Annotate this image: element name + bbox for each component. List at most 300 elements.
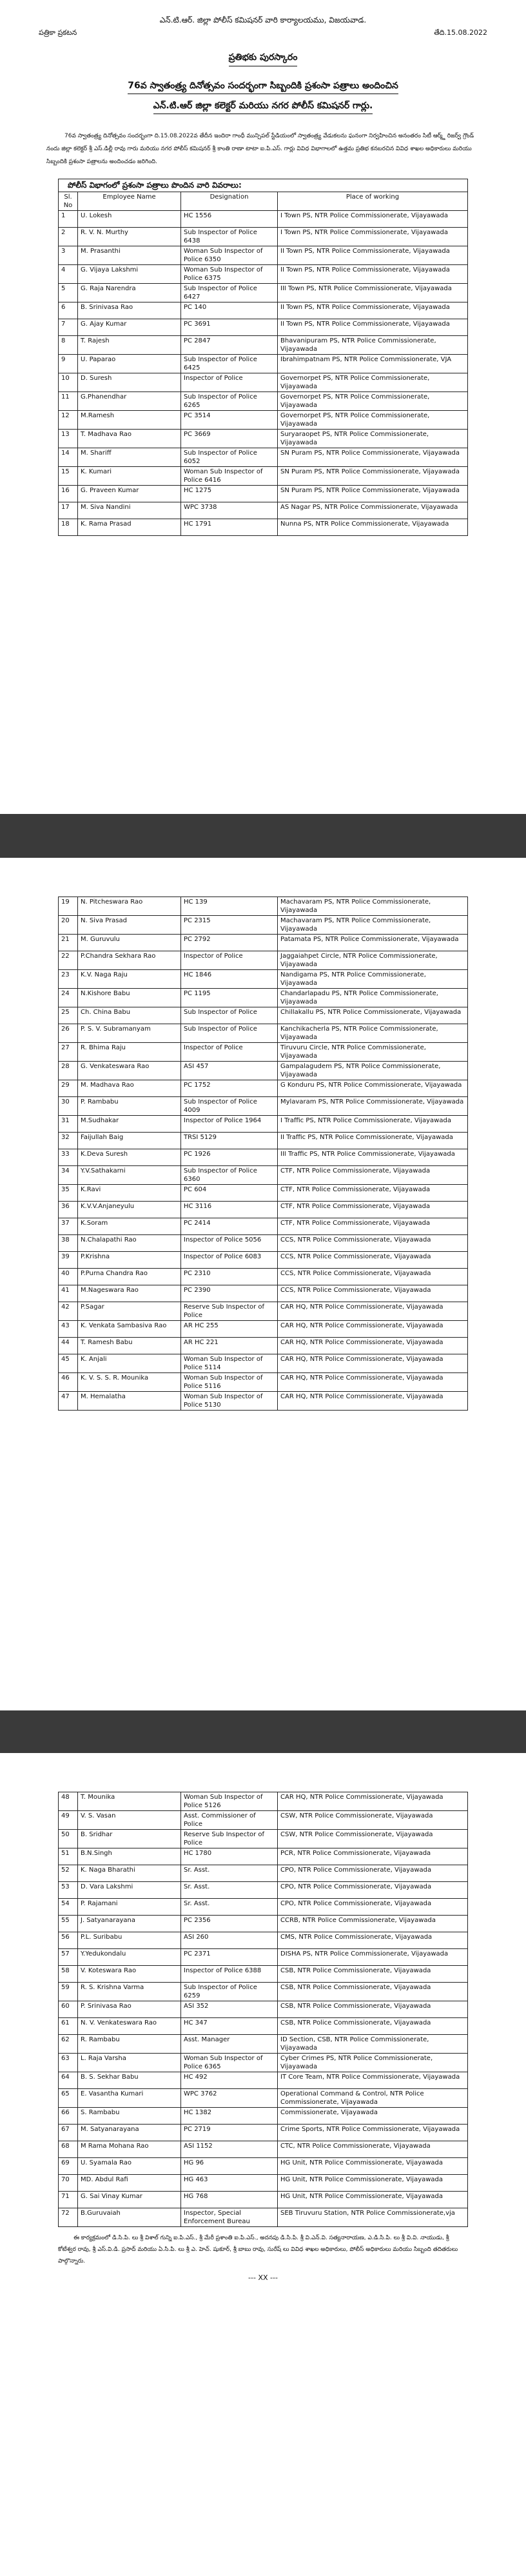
cell-employee-name: K. Naga Bharathi [78,1865,181,1882]
cell-sl-no: 8 [59,336,78,355]
table-row [59,373,468,392]
cell-sl-no: 11 [59,392,78,411]
cell-employee-name: S. Rambabu [78,2108,181,2125]
table-row [59,2125,468,2141]
cell-employee-name: P. S. V. Subramanyam [78,1024,181,1043]
cell-place-of-working: SN Puram PS, NTR Police Commissionerate, Vijayawada [278,448,468,467]
cell-employee-name: G. Venkateswara Rao [78,1062,181,1080]
cell-sl-no: 17 [59,502,78,519]
table-row [59,916,468,935]
table-row [59,2072,468,2089]
cell-employee-name: M.Sudhakar [78,1116,181,1133]
cell-designation: AR HC 221 [181,1338,278,1354]
cell-sl-no: 67 [59,2125,78,2141]
cell-designation: Woman Sub Inspector of Police 6375 [181,265,278,284]
title-block [0,50,526,114]
table-row [59,1830,468,1848]
table-row [59,1080,468,1097]
cell-sl-no: 72 [59,2208,78,2227]
cell-sl-no: 69 [59,2158,78,2175]
cell-employee-name: M. Siva Nandini [78,502,181,519]
cell-place-of-working: CTF, NTR Police Commissionerate, Vijayawada [278,1218,468,1235]
cell-employee-name: K.V. Naga Raju [78,970,181,989]
table-row [59,1218,468,1235]
cell-designation: HC 1780 [181,1848,278,1865]
cell-place-of-working: Nunna PS, NTR Police Commissionerate, Vijayawada [278,519,468,536]
cell-employee-name: M. Shariff [78,448,181,467]
cell-designation: Sub Inspector of Police 6259 [181,1983,278,2001]
table-row [59,1983,468,2001]
table-row [59,1133,468,1149]
cell-sl-no: 54 [59,1899,78,1916]
cell-place-of-working: CSB, NTR Police Commissionerate, Vijayawada [278,2018,468,2035]
cell-employee-name: D. Suresh [78,373,181,392]
awardees-table-part-1 [58,179,468,536]
cell-employee-name: G. Vijaya Lakshmi [78,265,181,284]
cell-sl-no: 31 [59,1116,78,1133]
cell-employee-name: N. Pitcheswara Rao [78,897,181,916]
cell-designation: ASI 260 [181,1932,278,1949]
cell-employee-name: M. Prasanthi [78,246,181,265]
table-row [59,970,468,989]
cell-place-of-working: CSB, NTR Police Commissionerate, Vijayawada [278,1966,468,1983]
table-row [59,1024,468,1043]
cell-place-of-working: CSW, NTR Police Commissionerate, Vijayawada [278,1811,468,1830]
cell-place-of-working: DISHA PS, NTR Police Commissionerate, Vijayawada [278,1949,468,1966]
cell-designation: TRSI 5129 [181,1133,278,1149]
table-row [59,355,468,373]
cell-employee-name: R. V. N. Murthy [78,228,181,246]
table-row [59,2158,468,2175]
cell-employee-name: MD. Abdul Rafi [78,2175,181,2192]
table-row [59,897,468,916]
cell-designation: Inspector of Police 6083 [181,1252,278,1269]
cell-designation: PC 2719 [181,2125,278,2141]
cell-designation: Sub Inspector of Police [181,1024,278,1043]
cell-place-of-working: CAR HQ, NTR Police Commissionerate, Vijayawada [278,1392,468,1411]
cell-employee-name: K. Kumari [78,467,181,486]
cell-designation: PC 2847 [181,336,278,355]
cell-designation: AR HC 255 [181,1321,278,1338]
cell-place-of-working: Ibrahimpatnam PS, NTR Police Commissionerate, VJA [278,355,468,373]
cell-designation: Woman Sub Inspector of Police 5130 [181,1392,278,1411]
subtitle-line-1: 76వ స్వాతంత్ర్య దినోత్సవం సందర్భంగా సిబ్బందికి ప్రశంసా పత్రాలు అందించిన [128,81,398,94]
cell-designation: Sub Inspector of Police 6438 [181,228,278,246]
cell-sl-no: 23 [59,970,78,989]
cell-sl-no: 12 [59,411,78,430]
cell-sl-no: 35 [59,1185,78,1202]
table-row [59,1302,468,1321]
cell-sl-no: 52 [59,1865,78,1882]
cell-place-of-working: HG Unit, NTR Police Commissionerate, Vijayawada [278,2175,468,2192]
cell-place-of-working: CTF, NTR Police Commissionerate, Vijayawada [278,1202,468,1218]
table-row [59,2054,468,2072]
cell-place-of-working: Governorpet PS, NTR Police Commissionerate, Vijayawada [278,373,468,392]
cell-sl-no: 2 [59,228,78,246]
table-row [59,502,468,519]
table-row [59,1392,468,1411]
table-row [59,1149,468,1166]
cell-sl-no: 45 [59,1354,78,1373]
cell-employee-name: G. Sai Vinay Kumar [78,2192,181,2208]
table-row [59,1865,468,1882]
cell-designation: HC 1382 [181,2108,278,2125]
table-row [59,1811,468,1830]
cell-employee-name: K. Anjali [78,1354,181,1373]
cell-designation: PC 3669 [181,430,278,448]
table-row [59,1966,468,1983]
cell-sl-no: 49 [59,1811,78,1830]
cell-sl-no: 38 [59,1235,78,1252]
cell-employee-name: L. Raja Varsha [78,2054,181,2072]
cell-designation: Woman Sub Inspector of Police 6365 [181,2054,278,2072]
table-row [59,430,468,448]
table-row [59,519,468,536]
cell-employee-name: M. Hemalatha [78,1392,181,1411]
cell-sl-no: 28 [59,1062,78,1080]
cell-sl-no: 43 [59,1321,78,1338]
cell-sl-no: 56 [59,1932,78,1949]
table-row [59,1882,468,1899]
cell-sl-no: 65 [59,2089,78,2108]
cell-employee-name: T. Rajesh [78,336,181,355]
cell-place-of-working: AS Nagar PS, NTR Police Commissionerate, Vijayawada [278,502,468,519]
cell-place-of-working: CTC, NTR Police Commissionerate, Vijayawada [278,2141,468,2158]
cell-designation: WPC 3738 [181,502,278,519]
table-row [59,1116,468,1133]
cell-sl-no: 4 [59,265,78,284]
cell-sl-no: 42 [59,1302,78,1321]
cell-place-of-working: CAR HQ, NTR Police Commissionerate, Vijayawada [278,1321,468,1338]
cell-place-of-working: CAR HQ, NTR Police Commissionerate, Vijayawada [278,1338,468,1354]
cell-designation: HC 1556 [181,211,278,228]
cell-sl-no: 50 [59,1830,78,1848]
table-section-2 [58,858,468,1411]
cell-designation: Woman Sub Inspector of Police 5126 [181,1792,278,1811]
cell-designation: PC 2315 [181,916,278,935]
cell-sl-no: 26 [59,1024,78,1043]
subtitle-line-2: ఎన్.టి.ఆర్ జిల్లా కలెక్టర్ మరియు నగర పోలీస్ కమిషనర్ గార్లు. [153,101,373,114]
cell-designation: HC 139 [181,897,278,916]
cell-place-of-working: IT Core Team, NTR Police Commissionerate, Vijayawada [278,2072,468,2089]
table-row [59,2018,468,2035]
cell-designation: Inspector of Police [181,373,278,392]
cell-place-of-working: HG Unit, NTR Police Commissionerate, Vijayawada [278,2192,468,2208]
header-place-of-working: Place of working [278,192,468,211]
cell-employee-name: B.Guruvaiah [78,2208,181,2227]
cell-place-of-working: CCS, NTR Police Commissionerate, Vijayawada [278,1285,468,1302]
cell-designation: HG 768 [181,2192,278,2208]
cell-sl-no: 16 [59,486,78,502]
cell-designation: HC 3116 [181,1202,278,1218]
cell-place-of-working: II Town PS, NTR Police Commissionerate, Vijayawada [278,302,468,319]
cell-place-of-working: II Town PS, NTR Police Commissionerate, Vijayawada [278,265,468,284]
cell-designation: Asst. Manager [181,2035,278,2054]
cell-sl-no: 7 [59,319,78,336]
table-row [59,2108,468,2125]
cell-designation: HG 96 [181,2158,278,2175]
cell-employee-name: G.Phanendhar [78,392,181,411]
cell-employee-name: P. Rambabu [78,1097,181,1116]
cell-employee-name: K. Rama Prasad [78,519,181,536]
cell-designation: Inspector of Police 5056 [181,1235,278,1252]
cell-designation: PC 2792 [181,935,278,951]
cell-place-of-working: I Traffic PS, NTR Police Commissionerate, Vijayawada [278,1116,468,1133]
cell-employee-name: Ch. China Babu [78,1007,181,1024]
cell-employee-name: M. Guruvulu [78,935,181,951]
cell-designation: WPC 3762 [181,2089,278,2108]
cell-employee-name: G. Praveen Kumar [78,486,181,502]
table-row [59,1043,468,1062]
cell-employee-name: R. Bhima Raju [78,1043,181,1062]
press-row [39,26,487,41]
cell-place-of-working: CAR HQ, NTR Police Commissionerate, Vijayawada [278,1373,468,1392]
cell-sl-no: 1 [59,211,78,228]
cell-place-of-working: CCRB, NTR Police Commissionerate, Vijayawada [278,1916,468,1932]
cell-designation: Asst. Commissioner of Police [181,1811,278,1830]
cell-sl-no: 63 [59,2054,78,2072]
cell-designation: Sub Inspector of Police 6360 [181,1166,278,1185]
cell-designation: Reserve Sub Inspector of Police [181,1830,278,1848]
table-row [59,392,468,411]
cell-employee-name: Y.Yedukondalu [78,1949,181,1966]
cell-employee-name: N. V. Venkateswara Rao [78,2018,181,2035]
cell-sl-no: 5 [59,284,78,302]
cell-employee-name: P. Srinivasa Rao [78,2001,181,2018]
table-row [59,1202,468,1218]
cell-employee-name: T. Madhava Rao [78,430,181,448]
cell-place-of-working: HG Unit, NTR Police Commissionerate, Vijayawada [278,2158,468,2175]
cell-sl-no: 10 [59,373,78,392]
cell-employee-name: B.N.Singh [78,1848,181,1865]
cell-sl-no: 68 [59,2141,78,2158]
cell-place-of-working: CTF, NTR Police Commissionerate, Vijayawada [278,1185,468,1202]
cell-employee-name: J. Satyanarayana [78,1916,181,1932]
cell-sl-no: 44 [59,1338,78,1354]
cell-employee-name: B. S. Sekhar Babu [78,2072,181,2089]
cell-place-of-working: Chandarlapadu PS, NTR Police Commissionerate, Vijayawada [278,989,468,1007]
cell-sl-no: 66 [59,2108,78,2125]
cell-place-of-working: CSB, NTR Police Commissionerate, Vijayawada [278,2001,468,2018]
table-row [59,448,468,467]
cell-employee-name: P. Rajamani [78,1899,181,1916]
cell-designation: Sub Inspector of Police [181,1007,278,1024]
cell-sl-no: 15 [59,467,78,486]
table-row [59,1252,468,1269]
cell-sl-no: 71 [59,2192,78,2208]
cell-place-of-working: Governorpet PS, NTR Police Commissionerate, Vijayawada [278,392,468,411]
cell-place-of-working: Gampalagudem PS, NTR Police Commissionerate, Vijayawada [278,1062,468,1080]
cell-sl-no: 6 [59,302,78,319]
table-row [59,2192,468,2208]
table-row [59,1185,468,1202]
page-3 [0,1753,526,2576]
cell-sl-no: 60 [59,2001,78,2018]
table-row [59,1899,468,1916]
cell-place-of-working: ID Section, CSB, NTR Police Commissionerate, Vijayawada [278,2035,468,2054]
table-row [59,1338,468,1354]
cell-place-of-working: III Town PS, NTR Police Commissionerate, Vijayawada [278,284,468,302]
cell-place-of-working: CSW, NTR Police Commissionerate, Vijayawada [278,1830,468,1848]
cell-designation: Sr. Asst. [181,1899,278,1916]
cell-place-of-working: CTF, NTR Police Commissionerate, Vijayawada [278,1166,468,1185]
table-row [59,951,468,970]
cell-place-of-working: G Konduru PS, NTR Police Commissionerate, Vijayawada [278,1080,468,1097]
cell-sl-no: 18 [59,519,78,536]
cell-employee-name: R. S. Krishna Varma [78,1983,181,2001]
cell-place-of-working: III Traffic PS, NTR Police Commissionerate, Vijayawada [278,1149,468,1166]
table-row [59,989,468,1007]
table-section-3 [58,1753,468,2227]
cell-sl-no: 29 [59,1080,78,1097]
cell-sl-no: 57 [59,1949,78,1966]
table-row [59,1269,468,1285]
page-1 [0,0,526,814]
cell-place-of-working: CCS, NTR Police Commissionerate, Vijayawada [278,1269,468,1285]
page-title: ప్రతిభకు పురస్కారం [229,52,298,66]
cell-place-of-working: Patamata PS, NTR Police Commissionerate, Vijayawada [278,935,468,951]
table-row [59,1916,468,1932]
cell-place-of-working: SN Puram PS, NTR Police Commissionerate, Vijayawada [278,486,468,502]
cell-employee-name: M.Ramesh [78,411,181,430]
cell-employee-name: E. Vasantha Kumari [78,2089,181,2108]
table-row [59,1007,468,1024]
table-row [59,2141,468,2158]
cell-designation: Reserve Sub Inspector of Police [181,1302,278,1321]
table-row [59,2035,468,2054]
cell-sl-no: 24 [59,989,78,1007]
cell-designation: HC 492 [181,2072,278,2089]
table-row [59,336,468,355]
cell-designation: Inspector of Police 6388 [181,1966,278,1983]
date-label: తేది.15.08.2022 [434,28,487,37]
cell-sl-no: 48 [59,1792,78,1811]
cell-employee-name: R. Rambabu [78,2035,181,2054]
cell-designation: Sub Inspector of Police 6425 [181,355,278,373]
cell-place-of-working: I Town PS, NTR Police Commissionerate, Vijayawada [278,211,468,228]
cell-employee-name: M.Nageswara Rao [78,1285,181,1302]
cell-place-of-working: Kanchikacherla PS, NTR Police Commissionerate, Vijayawada [278,1024,468,1043]
cell-designation: PC 1926 [181,1149,278,1166]
table-row [59,1354,468,1373]
office-heading: ఎన్.టి.ఆర్. జిల్లా పోలీస్ కమిషనర్ వారి కార్యాలయము, విజయవాడ. [159,15,367,25]
cell-employee-name: P.Krishna [78,1252,181,1269]
press-release-label: పత్రికా ప్రకటన [39,28,77,37]
table-row [59,1166,468,1185]
cell-place-of-working: Machavaram PS, NTR Police Commissionerate, Vijayawada [278,897,468,916]
cell-sl-no: 51 [59,1848,78,1865]
table-header-row [59,192,468,211]
cell-place-of-working: CCS, NTR Police Commissionerate, Vijayawada [278,1235,468,1252]
cell-designation: Sub Inspector of Police 6265 [181,392,278,411]
cell-designation: Sub Inspector of Police 6052 [181,448,278,467]
cell-designation: ASI 352 [181,2001,278,2018]
table-row [59,1373,468,1392]
cell-employee-name: Y.V.Sathakarni [78,1166,181,1185]
cell-place-of-working: II Traffic PS, NTR Police Commissionerate, Vijayawada [278,1133,468,1149]
cell-place-of-working: Machavaram PS, NTR Police Commissionerate, Vijayawada [278,916,468,935]
cell-place-of-working: SN Puram PS, NTR Police Commissionerate, Vijayawada [278,467,468,486]
cell-sl-no: 22 [59,951,78,970]
table-row [59,1792,468,1811]
header-employee-name: Employee Name [78,192,181,211]
end-mark: --- XX --- [248,2274,278,2282]
cell-sl-no: 46 [59,1373,78,1392]
cell-sl-no: 13 [59,430,78,448]
awardees-table-part-2 [58,897,468,1411]
cell-employee-name: G. Raja Narendra [78,284,181,302]
cell-employee-name: D. Vara Lakshmi [78,1882,181,1899]
cell-place-of-working: Mylavaram PS, NTR Police Commissionerate, Vijayawada [278,1097,468,1116]
cell-designation: Inspector of Police [181,951,278,970]
cell-employee-name: K.V.V.Anjaneyulu [78,1202,181,1218]
cell-sl-no: 34 [59,1166,78,1185]
table-caption: పోలీస్ విభాగంలో ప్రశంసా పత్రాలు పొందిన వారి వివరాలు: [59,179,468,192]
awardees-table-part-3 [58,1792,468,2227]
cell-place-of-working: Jaggaiahpet Circle, NTR Police Commissionerate, Vijayawada [278,951,468,970]
cell-sl-no: 39 [59,1252,78,1269]
cell-place-of-working: Nandigama PS, NTR Police Commissionerate, Vijayawada [278,970,468,989]
cell-designation: PC 2390 [181,1285,278,1302]
cell-designation: HC 1275 [181,486,278,502]
cell-designation: PC 2310 [181,1269,278,1285]
cell-designation: PC 1195 [181,989,278,1007]
table-row [59,411,468,430]
cell-place-of-working: PCR, NTR Police Commissionerate, Vijayawada [278,1848,468,1865]
table-row [59,1235,468,1252]
cell-place-of-working: Cyber Crimes PS, NTR Police Commissionerate, Vijayawada [278,2054,468,2072]
table-row [59,302,468,319]
cell-sl-no: 61 [59,2018,78,2035]
cell-designation: HC 1791 [181,519,278,536]
cell-place-of-working: CAR HQ, NTR Police Commissionerate, Vijayawada [278,1302,468,1321]
cell-place-of-working: Chillakallu PS, NTR Police Commissionerate, Vijayawada [278,1007,468,1024]
cell-employee-name: P.Purna Chandra Rao [78,1269,181,1285]
cell-place-of-working: Crime Sports, NTR Police Commissionerate, Vijayawada [278,2125,468,2141]
cell-designation: Sub Inspector of Police 6427 [181,284,278,302]
table-row [59,2208,468,2227]
cell-employee-name: K.Deva Suresh [78,1149,181,1166]
cell-employee-name: K.Ravi [78,1185,181,1202]
table-row [59,1062,468,1080]
cell-employee-name: P.Chandra Sekhara Rao [78,951,181,970]
cell-designation: Sub Inspector of Police 4009 [181,1097,278,1116]
cell-employee-name: K. Venkata Sambasiva Rao [78,1321,181,1338]
cell-employee-name: B. Sridhar [78,1830,181,1848]
cell-employee-name: V. Koteswara Rao [78,1966,181,1983]
cell-designation: Inspector of Police [181,1043,278,1062]
page-2 [0,858,526,1710]
cell-place-of-working: CMS, NTR Police Commissionerate, Vijayawada [278,1932,468,1949]
cell-place-of-working: CAR HQ, NTR Police Commissionerate, Vijayawada [278,1354,468,1373]
cell-designation: Sr. Asst. [181,1882,278,1899]
table-row [59,2089,468,2108]
intro-paragraph: 76వ స్వాతంత్ర్య దినోత్సవం సందర్భంగా ది.15.08.2022వ తేదీన ఇందిరా గాంధీ మున్సిపల్ స్టేడియంలో స్వాతంత్ర్య వేడుకలను ఘనంగా నిర్వహించిన అనంతరం సిటీ ఆర్మ్డ్ రిజర్వ్ గ్రౌండ్ నందు జిల్లా కలెక్టర్ శ్రీ ఎస్.డిల్లీ రావు గారు మరియు నగర పోలీస్ కమిషనర్ శ్రీ కాంతి రాణా టాటా ఐ.పి.ఎస్. గార్లు వివిధ విభాగాలలో ఉత్తమ ప్రతిభ కనబరచిన వివిధ శాఖల అధికారులు మరియు సిబ్బందికి ప్రశంసా పత్రాలను అందించడం జరిగింది. [46,133,474,165]
cell-designation: PC 2371 [181,1949,278,1966]
table-row [59,1848,468,1865]
cell-employee-name: K. V. S. S. R. Mounika [78,1373,181,1392]
cell-designation: Woman Sub Inspector of Police 5114 [181,1354,278,1373]
cell-sl-no: 55 [59,1916,78,1932]
cell-designation: Inspector, Special Enforcement Bureau [181,2208,278,2227]
table-row [59,1285,468,1302]
cell-employee-name: B. Srinivasa Rao [78,302,181,319]
cell-sl-no: 9 [59,355,78,373]
cell-designation: Inspector of Police 1964 [181,1116,278,1133]
cell-sl-no: 64 [59,2072,78,2089]
cell-sl-no: 47 [59,1392,78,1411]
cell-employee-name: M. Satyanarayana [78,2125,181,2141]
